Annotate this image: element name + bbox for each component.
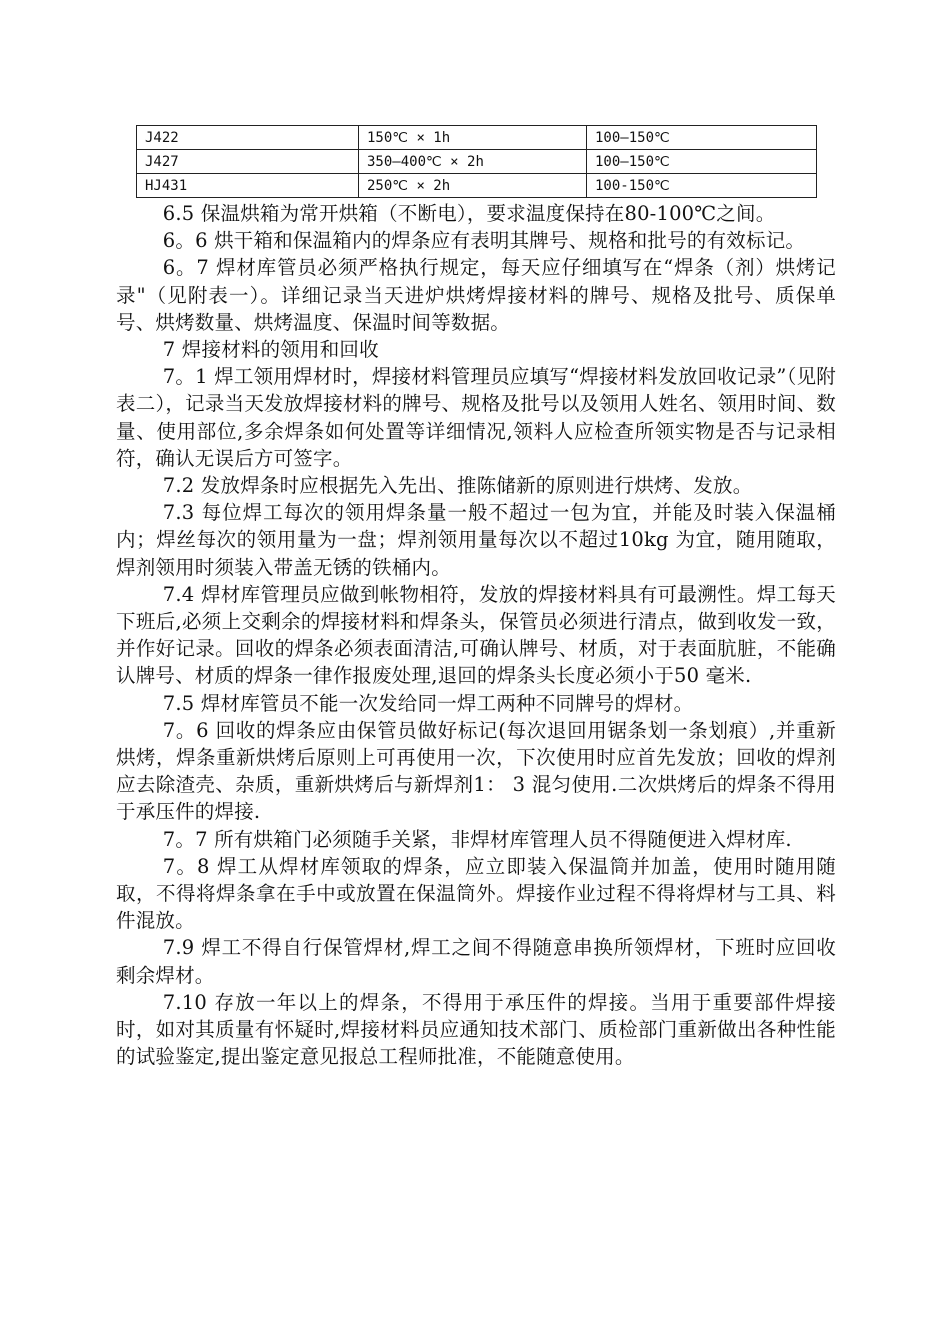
- section-heading-7: 7 焊接材料的领用和回收: [162, 338, 379, 362]
- paragraph-7-3: 7.3 每位焊工每次的领用焊条量一般不超过一包为宜，并能及时装入保温桶内；焊丝每次的领用量为一盘；焊剂领用量每次以不超过10kg 为宜，随用随取，焊剂领用时须装入带盖无锈的铁桶内。: [116, 501, 836, 579]
- table-cell-baking: 250℃ × 2h: [359, 174, 587, 198]
- paragraph-7-1: 7。1 焊工领用焊材时，焊接材料管理员应填写“焊接材料发放回收记录”（见附表二），记录当天发放焊接材料的牌号、规格及批号以及领用人姓名、领用时间、数量、使用部位,多余焊条如何处置等详细情况,领料人应检查所领实物是否与记录相符，确认无误后方可签字。: [116, 365, 836, 470]
- table-cell-holding: 100—150℃: [587, 126, 817, 150]
- table-cell-grade: J422: [137, 126, 359, 150]
- paragraph-7-8: 7。8 焊工从焊材库领取的焊条，应立即装入保温筒并加盖，使用时随用随取，不得将焊条拿在手中或放置在保温筒外。焊接作业过程不得将焊材与工具、料件混放。: [116, 854, 836, 933]
- table-cell-baking: 150℃ × 1h: [359, 126, 587, 150]
- paragraph-7-4: 7.4 焊材库管理员应做到帐物相符，发放的焊接材料具有可最溯性。焊工每天下班后,必须上交剩余的焊接材料和焊条头，保管员必须进行清点，做到收发一致，并作好记录。回收的焊条必须表面清洁,可确认牌号、材质，对于表面肮脏，不能确认牌号、材质的焊条一律作报废处理,退回的焊条头长度必须小于50 毫米.: [116, 582, 836, 688]
- table-row: [137, 126, 817, 150]
- table-cell-holding: 100—150℃: [587, 150, 817, 174]
- paragraph-6-7: 6。7 焊材库管员必须严格执行规定，每天应仔细填写在“焊条（剂）烘烤记录"（见附表一）。详细记录当天进炉烘烤焊接材料的牌号、规格及批号、质保单号、烘烤数量、烘烤温度、保温时间等数据。: [116, 256, 836, 334]
- table-cell-grade: J427: [137, 150, 359, 174]
- baking-spec-table: [136, 125, 817, 198]
- table-cell-grade: HJ431: [137, 174, 359, 198]
- paragraph-7-10: 7.10 存放一年以上的焊条，不得用于承压件的焊接。当用于重要部件焊接时，如对其质量有怀疑时,焊接材料员应通知技术部门、质检部门重新做出各种性能的试验鉴定,提出鉴定意见报总工程师批准，不能随意使用。: [116, 990, 836, 1069]
- paragraph-7-2: 7.2 发放焊条时应根据先入先出、推陈储新的原则进行烘烤、发放。: [162, 474, 753, 498]
- paragraph-6-6: 6。6 烘干箱和保温箱内的焊条应有表明其牌号、规格和批号的有效标记。: [162, 229, 806, 253]
- paragraph-6-5: 6.5 保温烘箱为常开烘箱（不断电），要求温度保持在80-100℃之间。: [162, 202, 776, 225]
- paragraph-7-9: 7.9 焊工不得自行保管焊材,焊工之间不得随意串换所领焊材，下班时应回收剩余焊材。: [116, 936, 836, 987]
- paragraph-7-6: 7。6 回收的焊条应由保管员做好标记(每次退回用锯条划一条划痕）,并重新烘烤，焊条重新烘烤后原则上可再使用一次，下次使用时应首先发放；回收的焊剂应去除渣壳、杂质，重新烘烤后与新焊剂1： 3 混匀使用.二次烘烤后的焊条不得用于承压件的焊接.: [116, 718, 836, 824]
- table-row: [137, 150, 817, 174]
- table-cell-baking: 350—400℃ × 2h: [359, 150, 587, 174]
- table-cell-holding: 100-150℃: [587, 174, 817, 198]
- paragraph-7-7: 7。7 所有烘箱门必须随手关紧，非焊材库管理人员不得随便进入焊材库.: [162, 827, 792, 851]
- table-row: [137, 174, 817, 198]
- paragraph-7-5: 7.5 焊材库管员不能一次发给同一焊工两种不同牌号的焊材。: [162, 691, 694, 715]
- document-body: [116, 200, 836, 1071]
